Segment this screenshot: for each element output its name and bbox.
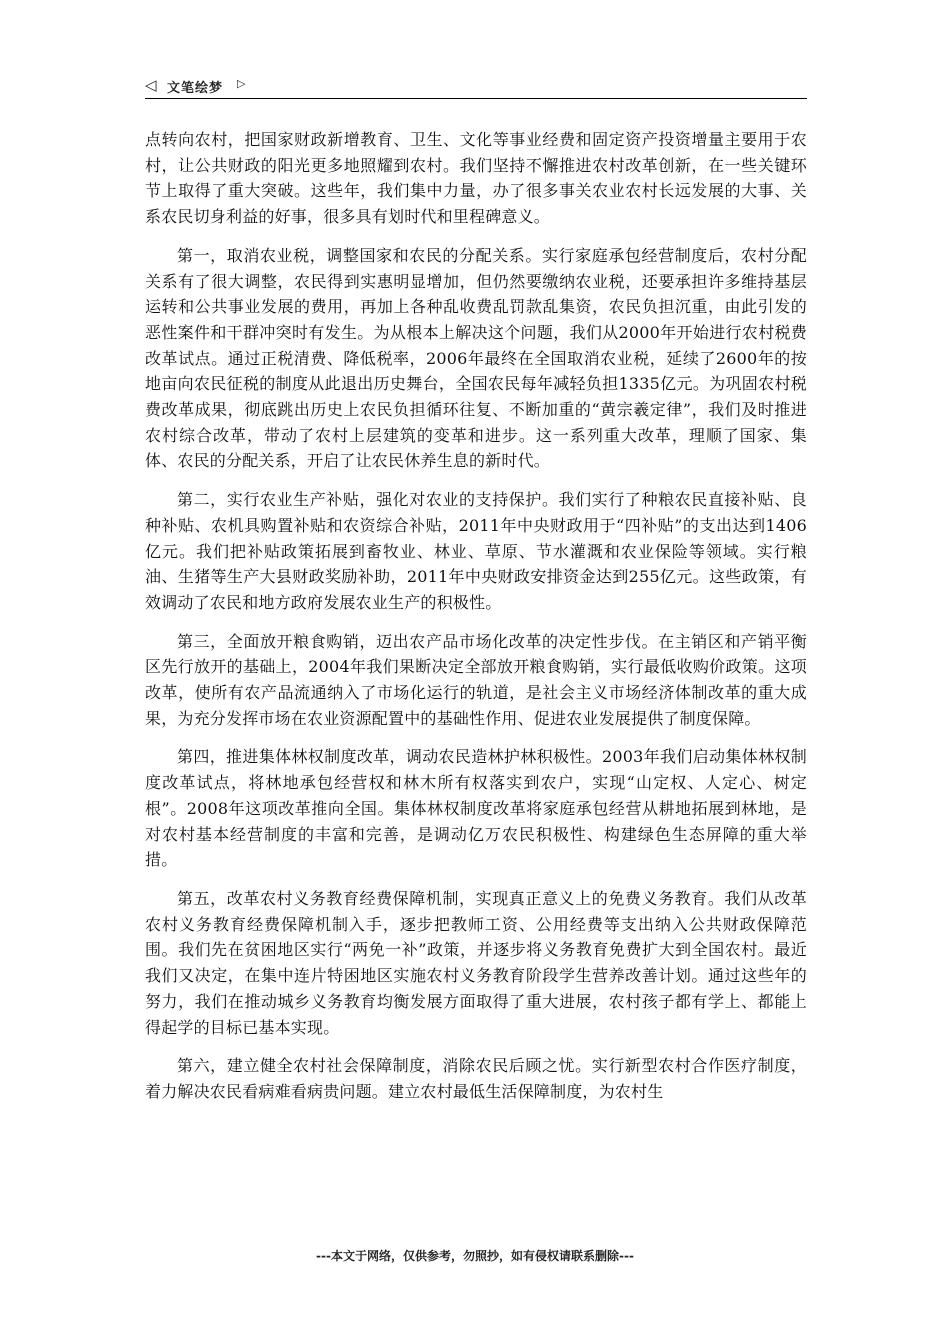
page-header: [145, 74, 807, 99]
paragraph-first: 第一，取消农业税，调整国家和农民的分配关系。实行家庭承包经营制度后，农村分配关系有了很大调整，农民得到实惠明显增加，但仍然要缴纳农业税，还要承担许多维持基层运转和公共事业发展的费用，再加上各种乱收费乱罚款乱集资，农民负担沉重，由此引发的恶性案件和干群冲突时有发生。为从根本上解决这个问题，我们从2000年开始进行农村税费改革试点。通过正税清费、降低税率，2006年最终在全国取消农业税，延续了2600年的按地亩向农民征税的制度从此退出历史舞台，全国农民每年减轻负担1335亿元。为巩固农村税费改革成果，彻底跳出历史上农民负担循环往复、不断加重的“黄宗羲定律”，我们及时推进农村综合改革，带动了农村上层建筑的变革和进步。这一系列重大改革，理顺了国家、集体、农民的分配关系，开启了让农民休养生息的新时代。: [145, 245, 807, 471]
paragraph-fourth: 第四，推进集体林权制度改革，调动农民造林护林积极性。2003年我们启动集体林权制度改革试点，将林地承包经营权和林木所有权落实到农户，实现“山定权、人定心、树定根”。2008年这项改革推向全国。集体林权制度改革将家庭承包经营从耕地拓展到林地，是对农村基本经营制度的丰富和完善，是调动亿万农民积极性、构建绿色生态屏障的重大举措。: [145, 747, 807, 870]
paragraph-continuation: 点转向农村，把国家财政新增教育、卫生、文化等事业经费和固定资产投资增量主要用于农村，让公共财政的阳光更多地照耀到农村。我们坚持不懈推进农村改革创新，在一些关键环节上取得了重大突破。这些年，我们集中力量，办了很多事关农业农村长远发展的大事、关系农民切身利益的好事，很多具有划时代和里程碑意义。: [145, 130, 807, 227]
paragraph-second: 第二，实行农业生产补贴，强化对农业的支持保护。我们实行了种粮农民直接补贴、良种补贴、农机具购置补贴和农资综合补贴，2011年中央财政用于“四补贴”的支出达到1406亿元。我们把补贴政策拓展到畜牧业、林业、草原、节水灌溉和农业保险等领域。实行粮油、生猪等生产大县财政奖励补助，2011年中央财政安排资金达到255亿元。这些政策，有效调动了农民和地方政府发展农业生产的积极性。: [145, 490, 807, 612]
paragraph-third: 第三，全面放开粮食购销，迈出农产品市场化改革的决定性步伐。在主销区和产销平衡区先行放开的基础上，2004年我们果断决定全部放开粮食购销，实行最低收购价政策。这项改革，使所有农产品流通纳入了市场化运行的轨道，是社会主义市场经济体制改革的重大成果，为充分发挥市场在农业资源配置中的基础性作用、促进农业发展提供了制度保障。: [145, 631, 807, 728]
document-body: [145, 127, 807, 1118]
right-triangle-icon: ▷: [237, 77, 246, 90]
header-brand: 文笔绘梦: [167, 81, 224, 96]
paragraph-fifth: 第五，改革农村义务教育经费保障机制，实现真正意义上的免费义务教育。我们从改革农村义务教育经费保障机制入手，逐步把教师工资、公用经费等支出纳入公共财政保障范围。我们先在贫困地区实行“两免一补”政策，并逐步将义务教育免费扩大到全国农村。最近我们又决定，在集中连片特困地区实施农村义务教育阶段学生营养改善计划。通过这些年的努力，我们在推动城乡义务教育均衡发展方面取得了重大进展，农村孩子都有学上、都能上得起学的目标已基本实现。: [145, 888, 807, 1037]
paragraph-sixth: 第六，建立健全农村社会保障制度，消除农民后顾之忧。实行新型农村合作医疗制度，着力解决农民看病难看病贵问题。建立农村最低生活保障制度，为农村生: [145, 1056, 807, 1101]
left-triangle-icon: ◁: [145, 76, 157, 94]
page-footer-notice: ---本文于网络，仅供参考，勿照抄，如有侵权请联系删除---: [316, 1249, 634, 1263]
